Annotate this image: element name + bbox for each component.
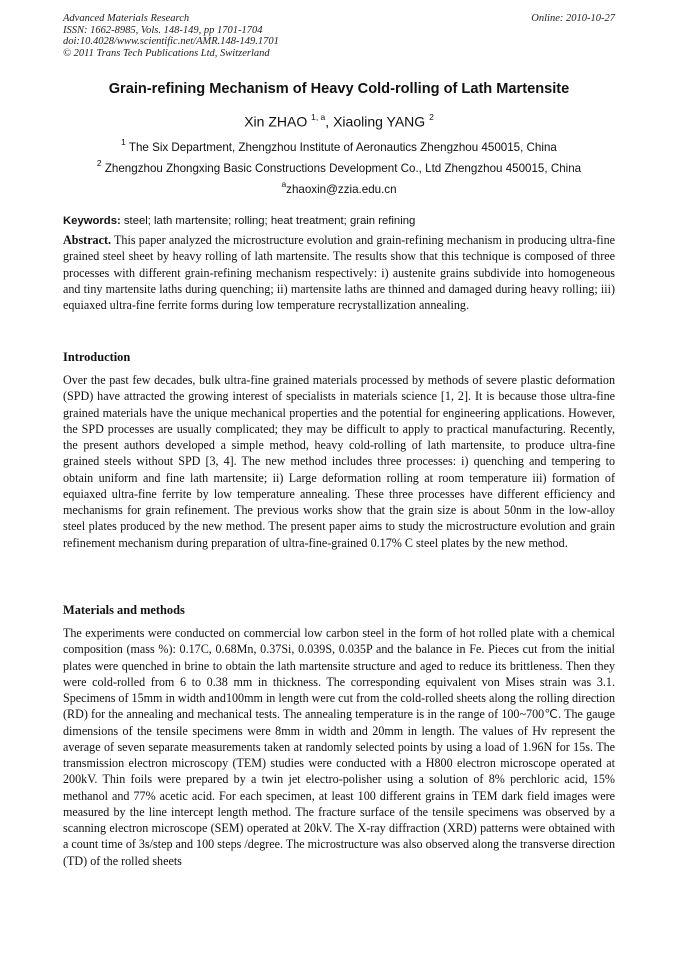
affiliation-text: The Six Department, Zhengzhou Institute of Aeronautics Zhengzhou 450015, China [128,140,557,154]
keywords-text: steel; lath martensite; rolling; heat treatment; grain refining [123,215,416,227]
author-separator: , [325,113,334,130]
author-line [0,113,678,130]
affiliation-superscript: 1 [121,137,126,147]
author-superscript: 1, a [311,112,326,122]
journal-header [63,13,279,59]
journal-copyright: © 2011 Trans Tech Publications Ltd, Switzerland [63,47,270,59]
affiliation-superscript: 2 [96,158,102,168]
affiliation-1 [0,138,678,154]
keywords-label: Keywords: [63,215,121,227]
abstract-text: This paper analyzed the microstructure evolution and grain-refining mechanism in producing ultra-fine grained steel sheet by heavy rolling of lath martensite. The results show that this technique is composed of three processes with different grain-refining mechanism respectively: i) austenite grains subdivide into homogeneous and tiny martensite laths during quenching; ii) martensite laths are thinned and damaged during heavy rolling; iii) equiaxed ultra-fine ferrite forms during low temperature recrystallization annealing. [63,233,615,312]
journal-doi: doi:10.4028/www.scientific.net/AMR.148-149.1701 [63,36,279,47]
journal-issn: ISSN: 1662-8985, Vols. 148-149, pp 1701-1704 [63,24,263,36]
methods-heading: Materials and methods [63,603,185,617]
affiliation-2 [0,159,678,175]
online-date: Online: 2010-10-27 [531,13,615,24]
introduction-text: Over the past few decades, bulk ultra-fine grained materials processed by methods of severe plastic deformation (SPD) have attracted the growing interest of specialists in materials science [1, 2]. It is because those ultra-fine grained materials have the unique mechanical properties and the potential for engineering applications. However, the SPD processes are usually complicated; they may be difficult to apply to practical manufacturing. Recently, the present authors developed a simple method, heavy cold-rolling of lath martensite, to produce ultra-fine grained steels without SPD [3, 4]. The new method includes three processes: i) quenching and tempering to obtain uniform and fine lath martensite; ii) Large deformation rolling at room temperature iii) formation of equiaxed ultra-fine ferrite by low temperature annealing. These three processes have different efficiency and mechanisms for grain refinement. The previous works show that the grain size is about 50nm in the low-alloy steel plates produced by the new method. The present paper aims to study the microstructure evolution and grain refinement mechanism during preparation of ultra-fine-grained 0.17% C steel plates by the new method. [63,373,615,550]
introduction-body [63,372,615,551]
journal-name: Advanced Materials Research [63,13,190,24]
author-email [0,180,678,196]
author-superscript: 2 [429,112,434,122]
author-name: Xin ZHAO [244,113,308,130]
abstract-label: Abstract. [63,233,112,247]
keywords [63,215,615,227]
email-superscript: a [281,179,287,189]
methods-text: The experiments were conducted on commercial low carbon steel in the form of hot rolled plate with a chemical composition (mass %): 0.17C, 0.68Mn, 0.37Si, 0.039S, 0.035P and the balance in Fe. Pieces cut from the initial plates were quenched in brine to obtain the lath martensite structure and aged to reduce its brittleness. Then they were cold-rolled from 6 to 0.38 mm in thickness. The corresponding equivalent von Mises strain was 3.1. Specimens of 15mm in width and100mm in length were cut from the cold-rolled sheets along the rolling direction (RD) for the annealing and mechanical tests. The annealing temperature is in the range of 100~700℃. The gauge dimensions of the tensile specimens were 8mm in width and 20mm in length. The values of Hv represent the average of seven separate measurements taken at randomly selected points by using a load of 1.96N for 15s. The transmission electron microscopy (TEM) studies were conducted with a H800 electron microscope operated at 200kV. Thin foils were prepared by a twin jet electro-polisher using a solution of 8% perchloric acid, 15% methanol and 77% acetic acid. For each specimen, at least 100 different grains in TEM dark field images were measured by the line intercept length method. The fracture surface of the tensile specimens was observed by a scanning electron microscope (SEM) operated at 20kV. The X-ray diffraction (XRD) patterns were obtained with a count time of 3s/step and 100 steps /degree. The microstructure was also observed along the transverse direction (TD) of the rolled sheets [63,626,615,868]
paper-title: Grain-refining Mechanism of Heavy Cold-rolling of Lath Martensite [108,81,570,97]
author-name: Xiaoling YANG [333,113,426,130]
abstract [63,232,615,313]
email-text: zhaoxin@zzia.edu.cn [286,182,397,196]
methods-body [63,625,615,869]
affiliation-text: Zhengzhou Zhongxing Basic Constructions Development Co., Ltd Zhengzhou 450015, China [104,161,582,175]
introduction-heading: Introduction [63,350,131,364]
